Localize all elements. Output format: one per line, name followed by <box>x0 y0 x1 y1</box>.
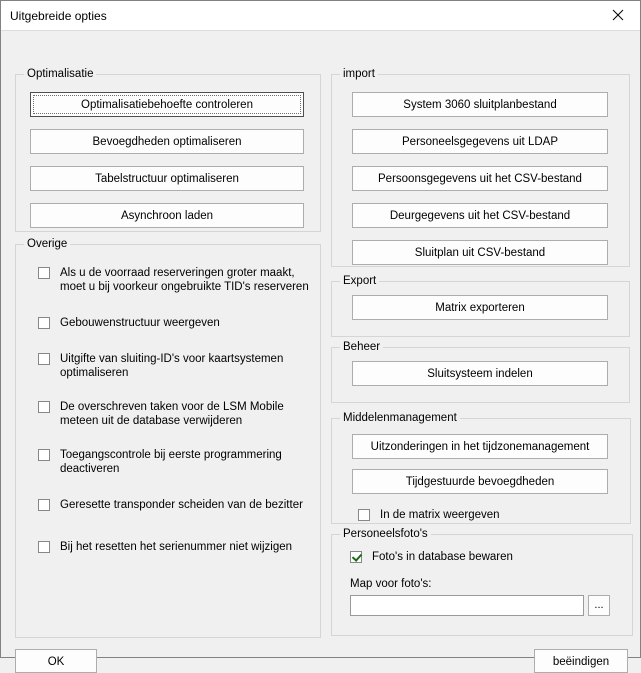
checkbox-label-fotos-in-database: Foto's in database bewaren <box>372 551 513 563</box>
import-deurgegevens-csv-button[interactable]: Deurgegevens uit het CSV-bestand <box>352 203 608 228</box>
checkbox-row-fotos-in-database[interactable] <box>350 550 632 566</box>
checkbox-row-sluiting-id[interactable] <box>38 352 320 380</box>
group-beheer <box>331 341 630 403</box>
import-sluitplan-csv-button[interactable]: Sluitplan uit CSV-bestand <box>352 240 608 265</box>
bevoegdheden-optimaliseren-button[interactable]: Bevoegdheden optimaliseren <box>30 129 304 154</box>
checkbox-sluiting-id[interactable] <box>38 353 50 365</box>
asynchroon-laden-button[interactable]: Asynchroon laden <box>30 203 304 228</box>
optimalisatiebehoefte-controleren-button[interactable]: Optimalisatiebehoefte controleren <box>30 92 304 117</box>
tabelstructuur-optimaliseren-button[interactable]: Tabelstructuur optimaliseren <box>30 166 304 191</box>
import-system-3060-button[interactable]: System 3060 sluitplanbestand <box>352 92 608 117</box>
checkbox-label-sluiting-id: Uitgifte van sluiting-ID's voor kaartsystemen optimaliseren <box>60 353 284 379</box>
checkbox-label-toegangscontrole: Toegangscontrole bij eerste programmering deactiveren <box>60 449 282 475</box>
checkbox-label-geresette-transponder: Geresette transponder scheiden van de bezitter <box>60 499 303 511</box>
dialog-content <box>1 31 640 668</box>
group-optimalisatie-legend: Optimalisatie <box>27 68 94 80</box>
checkbox-label-in-de-matrix-weergeven: In de matrix weergeven <box>380 509 500 521</box>
checkbox-toegangscontrole[interactable] <box>38 449 50 461</box>
group-middelenmanagement <box>331 412 631 524</box>
group-middelenmanagement-legend: Middelenmanagement <box>343 412 457 424</box>
checkbox-row-gebouwenstructuur[interactable] <box>38 316 320 332</box>
title-bar <box>1 1 640 31</box>
group-export-legend: Export <box>343 275 377 287</box>
checkbox-row-geresette-transponder[interactable] <box>38 498 320 514</box>
checkbox-row-toegangscontrole[interactable] <box>38 448 320 476</box>
import-ldap-button[interactable]: Personeelsgegevens uit LDAP <box>352 129 608 154</box>
group-beheer-legend: Beheer <box>343 341 381 353</box>
uitzonderingen-tijdzonemanagement-button[interactable]: Uitzonderingen in het tijdzonemanagement <box>352 434 608 459</box>
import-persoonsgegevens-csv-button[interactable]: Persoonsgegevens uit het CSV-bestand <box>352 166 608 191</box>
tijdgestuurde-bevoegdheden-button[interactable]: Tijdgestuurde bevoegdheden <box>352 469 608 494</box>
checkbox-row-lsm-mobile[interactable] <box>38 400 320 428</box>
checkbox-lsm-mobile[interactable] <box>38 401 50 413</box>
browse-button[interactable]: ... <box>588 595 610 616</box>
foto-path-input[interactable] <box>350 595 584 616</box>
group-overige <box>15 238 321 638</box>
group-personeelsfotos <box>331 528 633 636</box>
checkbox-label-tid-reserveren: Als u de voorraad reserveringen groter maakt, moet u bij voorkeur ongebruikte TID's reserveren <box>60 267 309 293</box>
path-row <box>350 595 610 616</box>
map-voor-fotos-label: Map voor foto's: <box>350 578 432 590</box>
checkbox-gebouwenstructuur[interactable] <box>38 317 50 329</box>
checkbox-label-lsm-mobile: De overschreven taken voor de LSM Mobile meteen uit de database verwijderen <box>60 401 284 427</box>
checkbox-serienummer[interactable] <box>38 541 50 553</box>
group-export <box>331 275 630 337</box>
checkbox-label-gebouwenstructuur: Gebouwenstructuur weergeven <box>60 317 220 329</box>
checkbox-tid-reserveren[interactable] <box>38 267 50 279</box>
close-icon[interactable] <box>595 1 640 29</box>
checkbox-fotos-in-database[interactable] <box>350 551 362 563</box>
sluitsysteem-indelen-button[interactable]: Sluitsysteem indelen <box>352 361 608 386</box>
beeindigen-button[interactable]: beëindigen <box>534 649 628 673</box>
matrix-exporteren-button[interactable]: Matrix exporteren <box>352 295 608 320</box>
checkbox-row-serienummer[interactable] <box>38 540 320 556</box>
group-optimalisatie <box>15 68 321 232</box>
group-personeelsfotos-legend: Personeelsfoto's <box>343 528 428 540</box>
group-import-legend: import <box>343 68 375 80</box>
checkbox-row-tid-reserveren[interactable] <box>38 266 320 294</box>
group-overige-legend: Overige <box>27 238 68 250</box>
group-import <box>331 68 630 267</box>
checkbox-in-de-matrix-weergeven[interactable] <box>358 509 370 521</box>
checkbox-label-serienummer: Bij het resetten het serienummer niet wijzigen <box>60 541 293 553</box>
ok-button[interactable]: OK <box>15 649 97 673</box>
checkbox-row-in-de-matrix-weergeven[interactable] <box>358 508 630 524</box>
checkbox-geresette-transponder[interactable] <box>38 499 50 511</box>
window-title: Uitgebreide opties <box>10 8 107 23</box>
